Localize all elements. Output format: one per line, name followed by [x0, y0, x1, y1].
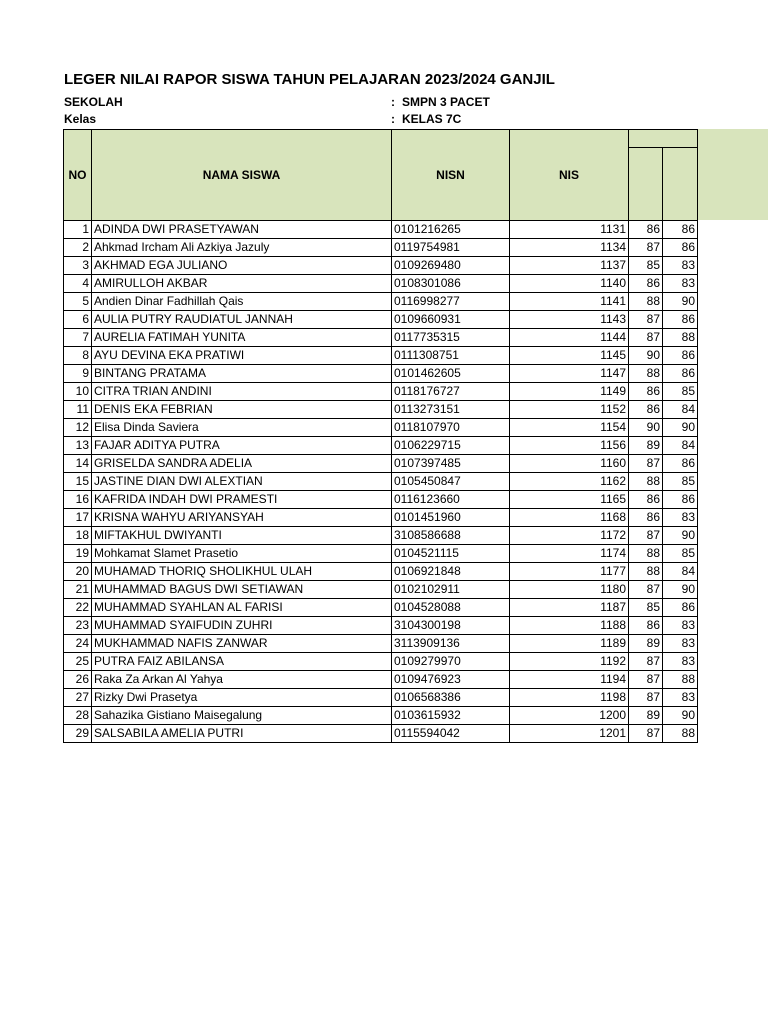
student-name: MUHAMAD THORIQ SHOLIKHUL ULAH — [92, 563, 392, 581]
student-nisn: 0101216265 — [392, 221, 510, 239]
table-row — [64, 491, 698, 509]
score-2: 85 — [663, 383, 698, 401]
score-2: 86 — [663, 365, 698, 383]
score-2: 83 — [663, 689, 698, 707]
score-2: 90 — [663, 527, 698, 545]
student-nis: 1131 — [510, 221, 629, 239]
row-number: 12 — [64, 419, 92, 437]
score-2: 83 — [663, 275, 698, 293]
table-row — [64, 671, 698, 689]
table-row — [64, 635, 698, 653]
student-nis: 1144 — [510, 329, 629, 347]
header-score-1 — [629, 148, 663, 221]
table-row — [64, 347, 698, 365]
student-name: KRISNA WAHYU ARIYANSYAH — [92, 509, 392, 527]
score-2: 90 — [663, 419, 698, 437]
student-name: AULIA PUTRY RAUDIATUL JANNAH — [92, 311, 392, 329]
table-row — [64, 365, 698, 383]
score-2: 83 — [663, 257, 698, 275]
table-row — [64, 599, 698, 617]
row-number: 13 — [64, 437, 92, 455]
score-2: 83 — [663, 617, 698, 635]
student-nisn: 3113909136 — [392, 635, 510, 653]
student-nis: 1198 — [510, 689, 629, 707]
student-name: Ahkmad Ircham Ali Azkiya Jazuly — [92, 239, 392, 257]
student-name: Sahazika Gistiano Maisegalung — [92, 707, 392, 725]
score-2: 90 — [663, 707, 698, 725]
student-name: MUHAMMAD BAGUS DWI SETIAWAN — [92, 581, 392, 599]
student-nisn: 0119754981 — [392, 239, 510, 257]
student-nisn: 0117735315 — [392, 329, 510, 347]
student-nis: 1188 — [510, 617, 629, 635]
row-number: 6 — [64, 311, 92, 329]
score-1: 87 — [629, 671, 663, 689]
score-2: 88 — [663, 671, 698, 689]
table-row — [64, 617, 698, 635]
row-number: 2 — [64, 239, 92, 257]
row-number: 8 — [64, 347, 92, 365]
score-1: 87 — [629, 329, 663, 347]
student-nisn: 0109476923 — [392, 671, 510, 689]
student-name: MUHAMMAD SYAHLAN AL FARISI — [92, 599, 392, 617]
student-name: Rizky Dwi Prasetya — [92, 689, 392, 707]
student-nis: 1147 — [510, 365, 629, 383]
student-nisn: 3108586688 — [392, 527, 510, 545]
student-nis: 1168 — [510, 509, 629, 527]
student-nis: 1145 — [510, 347, 629, 365]
score-2: 84 — [663, 563, 698, 581]
row-number: 29 — [64, 725, 92, 743]
student-nis: 1160 — [510, 455, 629, 473]
student-nis: 1192 — [510, 653, 629, 671]
table-row — [64, 239, 698, 257]
header-row — [64, 130, 698, 148]
student-nis: 1137 — [510, 257, 629, 275]
table-row — [64, 473, 698, 491]
school-value: SMPN 3 PACET — [402, 95, 490, 109]
header-score-2 — [663, 148, 698, 221]
score-2: 86 — [663, 239, 698, 257]
student-nis: 1165 — [510, 491, 629, 509]
student-nisn: 0108301086 — [392, 275, 510, 293]
row-number: 9 — [64, 365, 92, 383]
score-1: 87 — [629, 527, 663, 545]
leger-table — [63, 129, 698, 743]
header-nisn: NISN — [392, 130, 510, 221]
student-nisn: 0116123660 — [392, 491, 510, 509]
score-2: 90 — [663, 293, 698, 311]
score-1: 90 — [629, 419, 663, 437]
student-name: AYU DEVINA EKA PRATIWI — [92, 347, 392, 365]
student-nisn: 0104528088 — [392, 599, 510, 617]
score-1: 87 — [629, 455, 663, 473]
student-name: Mohkamat Slamet Prasetio — [92, 545, 392, 563]
row-number: 25 — [64, 653, 92, 671]
score-1: 88 — [629, 473, 663, 491]
student-nis: 1143 — [510, 311, 629, 329]
score-2: 86 — [663, 455, 698, 473]
score-2: 85 — [663, 473, 698, 491]
score-2: 83 — [663, 653, 698, 671]
table-row — [64, 653, 698, 671]
score-2: 84 — [663, 437, 698, 455]
score-2: 88 — [663, 725, 698, 743]
row-number: 11 — [64, 401, 92, 419]
score-1: 86 — [629, 383, 663, 401]
student-name: PUTRA FAIZ ABILANSA — [92, 653, 392, 671]
student-name: Raka Za Arkan Al Yahya — [92, 671, 392, 689]
row-number: 28 — [64, 707, 92, 725]
score-1: 89 — [629, 635, 663, 653]
student-nisn: 0105450847 — [392, 473, 510, 491]
row-number: 5 — [64, 293, 92, 311]
student-nis: 1194 — [510, 671, 629, 689]
score-2: 90 — [663, 581, 698, 599]
score-1: 87 — [629, 311, 663, 329]
header-no: NO — [64, 130, 92, 221]
student-nis: 1154 — [510, 419, 629, 437]
student-name: JASTINE DIAN DWI ALEXTIAN — [92, 473, 392, 491]
header-fill-extension — [697, 129, 768, 220]
table-row — [64, 275, 698, 293]
score-2: 83 — [663, 509, 698, 527]
table-row — [64, 383, 698, 401]
student-nisn: 0115594042 — [392, 725, 510, 743]
student-nisn: 0118176727 — [392, 383, 510, 401]
score-1: 85 — [629, 257, 663, 275]
row-number: 4 — [64, 275, 92, 293]
table-row — [64, 689, 698, 707]
header-nama-siswa: NAMA SISWA — [92, 130, 392, 221]
student-name: DENIS EKA FEBRIAN — [92, 401, 392, 419]
class-colon: : — [391, 112, 395, 126]
score-1: 89 — [629, 437, 663, 455]
header-subject-group — [629, 130, 698, 148]
row-number: 10 — [64, 383, 92, 401]
row-number: 21 — [64, 581, 92, 599]
table-row — [64, 563, 698, 581]
student-rows — [64, 221, 698, 743]
row-number: 22 — [64, 599, 92, 617]
table-row — [64, 257, 698, 275]
score-2: 84 — [663, 401, 698, 419]
student-nisn: 0106568386 — [392, 689, 510, 707]
student-name: GRISELDA SANDRA ADELIA — [92, 455, 392, 473]
student-name: MUHAMMAD SYAIFUDIN ZUHRI — [92, 617, 392, 635]
row-number: 3 — [64, 257, 92, 275]
student-nisn: 0106921848 — [392, 563, 510, 581]
student-nisn: 0111308751 — [392, 347, 510, 365]
table-row — [64, 707, 698, 725]
table-row — [64, 311, 698, 329]
student-name: Elisa Dinda Saviera — [92, 419, 392, 437]
student-nis: 1162 — [510, 473, 629, 491]
score-1: 86 — [629, 401, 663, 419]
table-row — [64, 725, 698, 743]
student-nis: 1140 — [510, 275, 629, 293]
student-nisn: 0109269480 — [392, 257, 510, 275]
table-row — [64, 401, 698, 419]
student-nisn: 0103615932 — [392, 707, 510, 725]
score-1: 86 — [629, 221, 663, 239]
student-name: MUKHAMMAD NAFIS ZANWAR — [92, 635, 392, 653]
score-1: 87 — [629, 725, 663, 743]
score-1: 85 — [629, 599, 663, 617]
score-1: 86 — [629, 275, 663, 293]
school-colon: : — [391, 95, 395, 109]
student-name: BINTANG PRATAMA — [92, 365, 392, 383]
student-name: MIFTAKHUL DWIYANTI — [92, 527, 392, 545]
score-1: 88 — [629, 545, 663, 563]
score-1: 88 — [629, 293, 663, 311]
row-number: 17 — [64, 509, 92, 527]
row-number: 18 — [64, 527, 92, 545]
table-row — [64, 419, 698, 437]
score-1: 86 — [629, 509, 663, 527]
table-row — [64, 293, 698, 311]
student-name: AKHMAD EGA JULIANO — [92, 257, 392, 275]
student-nis: 1177 — [510, 563, 629, 581]
header-nis: NIS — [510, 130, 629, 221]
score-1: 89 — [629, 707, 663, 725]
row-number: 20 — [64, 563, 92, 581]
table-row — [64, 509, 698, 527]
student-nis: 1200 — [510, 707, 629, 725]
student-nis: 1141 — [510, 293, 629, 311]
score-1: 90 — [629, 347, 663, 365]
student-name: SALSABILA AMELIA PUTRI — [92, 725, 392, 743]
row-number: 14 — [64, 455, 92, 473]
row-number: 23 — [64, 617, 92, 635]
student-nis: 1174 — [510, 545, 629, 563]
student-name: AMIRULLOH AKBAR — [92, 275, 392, 293]
student-name: KAFRIDA INDAH DWI PRAMESTI — [92, 491, 392, 509]
score-2: 86 — [663, 599, 698, 617]
score-1: 88 — [629, 365, 663, 383]
row-number: 7 — [64, 329, 92, 347]
student-nis: 1156 — [510, 437, 629, 455]
student-nis: 1149 — [510, 383, 629, 401]
student-nisn: 0102102911 — [392, 581, 510, 599]
class-value: KELAS 7C — [402, 112, 462, 126]
score-2: 85 — [663, 545, 698, 563]
row-number: 1 — [64, 221, 92, 239]
score-2: 86 — [663, 311, 698, 329]
student-nis: 1201 — [510, 725, 629, 743]
score-2: 83 — [663, 635, 698, 653]
student-nisn: 0118107970 — [392, 419, 510, 437]
score-2: 86 — [663, 491, 698, 509]
student-nisn: 0109660931 — [392, 311, 510, 329]
score-1: 87 — [629, 239, 663, 257]
student-name: ADINDA DWI PRASETYAWAN — [92, 221, 392, 239]
score-1: 86 — [629, 617, 663, 635]
student-name: Andien Dinar Fadhillah Qais — [92, 293, 392, 311]
score-1: 86 — [629, 491, 663, 509]
table-row — [64, 221, 698, 239]
row-number: 16 — [64, 491, 92, 509]
table-row — [64, 581, 698, 599]
score-1: 87 — [629, 653, 663, 671]
score-1: 87 — [629, 689, 663, 707]
table-row — [64, 527, 698, 545]
student-nisn: 0106229715 — [392, 437, 510, 455]
student-nisn: 0101462605 — [392, 365, 510, 383]
table-row — [64, 545, 698, 563]
row-number: 19 — [64, 545, 92, 563]
school-label: SEKOLAH — [64, 95, 123, 109]
student-nis: 1187 — [510, 599, 629, 617]
student-nis: 1180 — [510, 581, 629, 599]
student-name: FAJAR ADITYA PUTRA — [92, 437, 392, 455]
student-nisn: 0107397485 — [392, 455, 510, 473]
student-nisn: 0109279970 — [392, 653, 510, 671]
student-nis: 1172 — [510, 527, 629, 545]
page-title: LEGER NILAI RAPOR SISWA TAHUN PELAJARAN 2023/2024 GANJIL — [64, 71, 555, 88]
score-2: 88 — [663, 329, 698, 347]
student-nis: 1189 — [510, 635, 629, 653]
row-number: 27 — [64, 689, 92, 707]
student-nis: 1152 — [510, 401, 629, 419]
class-label: Kelas — [64, 112, 97, 126]
table-row — [64, 329, 698, 347]
student-nisn: 0101451960 — [392, 509, 510, 527]
student-nis: 1134 — [510, 239, 629, 257]
table-row — [64, 455, 698, 473]
student-name: CITRA TRIAN ANDINI — [92, 383, 392, 401]
student-nisn: 0116998277 — [392, 293, 510, 311]
student-nisn: 0104521115 — [392, 545, 510, 563]
row-number: 24 — [64, 635, 92, 653]
score-1: 88 — [629, 563, 663, 581]
student-nisn: 0113273151 — [392, 401, 510, 419]
score-2: 86 — [663, 347, 698, 365]
row-number: 26 — [64, 671, 92, 689]
student-name: AURELIA FATIMAH YUNITA — [92, 329, 392, 347]
score-1: 87 — [629, 581, 663, 599]
row-number: 15 — [64, 473, 92, 491]
table-row — [64, 437, 698, 455]
score-2: 86 — [663, 221, 698, 239]
student-nisn: 3104300198 — [392, 617, 510, 635]
